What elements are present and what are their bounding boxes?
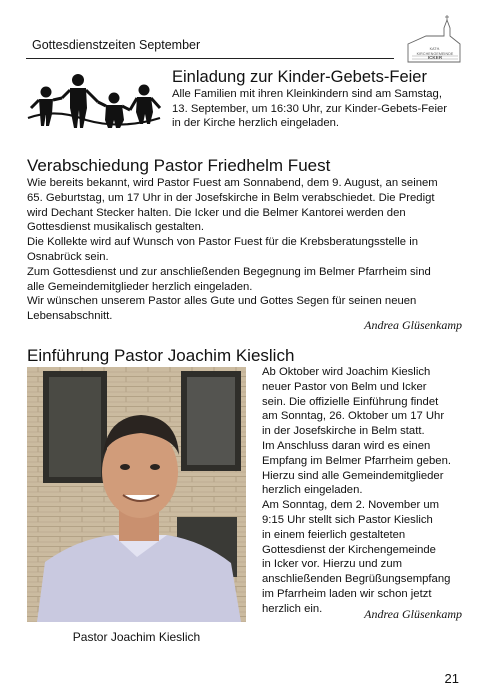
text-line: 13. September, um 16:30 Uhr, zur Kinder-Gebets-Feier: [172, 102, 448, 115]
text-line: in der Josefskirche in Belm statt.: [262, 425, 425, 438]
text-line: Osnabrück sein.: [27, 250, 109, 263]
text-line: Hierzu sind alle Gemeindemitglieder: [262, 469, 444, 482]
page-number: 21: [444, 671, 459, 686]
text-line: herzlich ein.: [262, 602, 323, 615]
children-silhouette-icon: [26, 68, 164, 132]
text-line: wird Dechant Stecker halten. Die Icker und die Belmer Kantorei werden den: [27, 206, 406, 219]
text-line: Empfang im Belmer Pfarrheim geben.: [262, 454, 451, 467]
text-line: alle Gemeindemitglieder herzlich eingeladen.: [27, 280, 253, 293]
header-title: Gottesdienstzeiten September: [32, 38, 201, 52]
text-line: Zum Gottesdienst und zur anschließenden Begegnung im Belmer Pfarrheim sind: [27, 265, 431, 278]
text-line: Wir wünschen unserem Pastor alles Gute und Gottes Segen für seinen neuen: [27, 295, 417, 308]
logo-text: KATH. KIRCHENGEMEINDE ICKER: [416, 47, 454, 60]
photo-caption: Pastor Joachim Kieslich: [72, 630, 201, 644]
text-line: Am Sonntag, dem 2. November um: [262, 499, 440, 512]
fuest-text: [27, 176, 467, 324]
kieslich-heading: Einführung Pastor Joachim Kieslich: [27, 346, 295, 365]
kinder-heading: Einladung zur Kinder-Gebets-Feier: [172, 68, 427, 86]
text-line: Wie bereits bekannt, wird Pastor Fuest am Sonnabend, dem 9. August, an seinem: [27, 177, 438, 189]
text-line: Alle Familien mit ihren Kleinkindern sind am Samstag,: [172, 88, 442, 100]
text-line: sein. Die offizielle Einführung findet: [262, 395, 439, 408]
text-line: herzlich eingeladen.: [262, 484, 363, 497]
text-line: Im Anschluss daran wird es einen: [262, 439, 431, 452]
text-line: Gottesdienst der Kirchengemeinde: [262, 543, 436, 556]
kieslich-signature: Andrea Glüsenkamp: [364, 607, 462, 621]
fuest-signature: Andrea Glüsenkamp: [364, 318, 462, 332]
text-line: im Pfarrheim laden wir schon jetzt: [262, 587, 432, 600]
text-line: anschließenden Begrüßungsempfang: [262, 573, 451, 586]
kinder-text: [172, 87, 472, 131]
text-line: 65. Geburtstag, um 17 Uhr in der Josefskirche in Belm verabschiedet. Die Predigt: [27, 191, 435, 204]
fuest-heading: Verabschiedung Pastor Friedhelm Fuest: [27, 156, 331, 175]
text-line: in einem feierlich gestalteten: [262, 528, 406, 541]
text-line: am Sonntag, 26. Oktober um 17 Uhr: [262, 410, 445, 423]
text-line: in Icker vor. Hierzu und zum: [262, 558, 403, 571]
text-line: Die Kollekte wird auf Wunsch von Pastor Fuest für die Krebsberatungsstelle in: [27, 236, 418, 249]
header-divider: [26, 58, 394, 59]
text-line: 9:15 Uhr stellt sich Pastor Kieslich: [262, 513, 433, 526]
text-line: Ab Oktober wird Joachim Kieslich: [262, 366, 431, 378]
church-logo-icon: [404, 14, 464, 70]
text-line: Lebensabschnitt.: [27, 310, 113, 323]
pastor-photo: [27, 367, 246, 622]
text-line: neuer Pastor von Belm und Icker: [262, 380, 427, 393]
kieslich-text: [262, 365, 472, 617]
text-line: Gottesdienst musikalisch gestalten.: [27, 221, 205, 234]
text-line: in der Kirche herzlich eingeladen.: [172, 117, 340, 130]
